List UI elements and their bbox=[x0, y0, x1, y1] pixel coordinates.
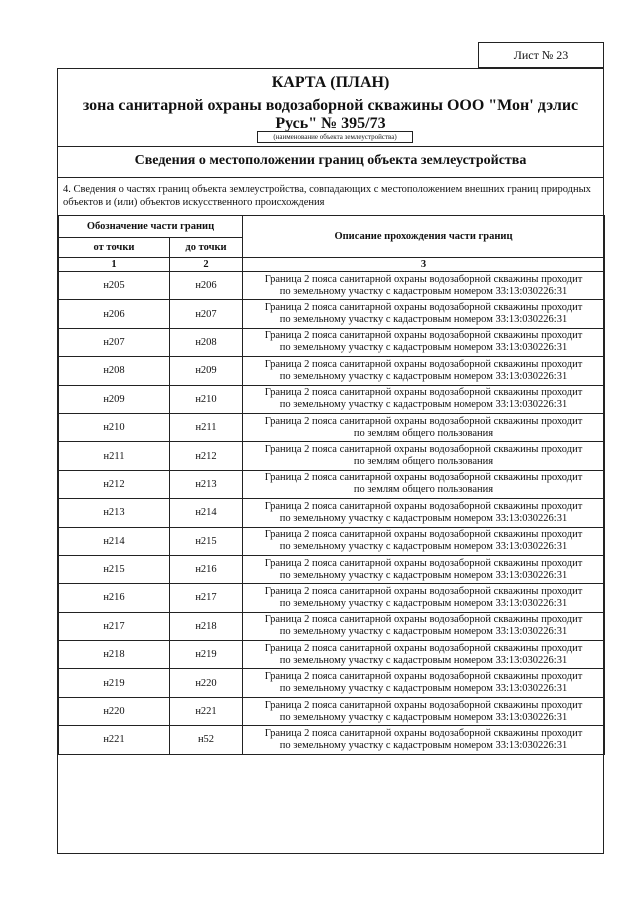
table-row bbox=[59, 641, 605, 669]
description-line-1: Граница 2 пояса санитарной охраны водозаборной скважины проходит bbox=[264, 614, 583, 626]
divider bbox=[58, 146, 603, 147]
to-point-cell: н206 bbox=[170, 272, 243, 300]
from-point-cell: н208 bbox=[59, 357, 170, 385]
from-point-cell: н206 bbox=[59, 300, 170, 328]
description-cell bbox=[243, 442, 605, 470]
column-number-3: 3 bbox=[243, 258, 605, 272]
table-body bbox=[59, 272, 605, 755]
object-name-caption: (наименование объекта землеустройства) bbox=[257, 131, 413, 143]
description-cell bbox=[243, 584, 605, 612]
to-point-cell: н215 bbox=[170, 527, 243, 555]
description-cell bbox=[243, 697, 605, 725]
section-title: Сведения о местоположении границ объекта землеустройства bbox=[134, 153, 527, 168]
description-line-1: Граница 2 пояса санитарной охраны водозаборной скважины проходит bbox=[264, 472, 583, 484]
from-point-cell: н218 bbox=[59, 641, 170, 669]
to-point-cell: н209 bbox=[170, 357, 243, 385]
description-line-1: Граница 2 пояса санитарной охраны водозаборной скважины проходит bbox=[264, 444, 583, 456]
header-from-point: от точки bbox=[59, 238, 170, 258]
description-line-2: по земельному участку с кадастровым номером 33:13:030226:31 bbox=[279, 569, 568, 581]
description-line-1: Граница 2 пояса санитарной охраны водозаборной скважины проходит bbox=[264, 585, 583, 597]
table-row bbox=[59, 470, 605, 498]
to-point-cell: н219 bbox=[170, 641, 243, 669]
column-number-2: 2 bbox=[170, 258, 243, 272]
description-line-2: по земельному участку с кадастровым номером 33:13:030226:31 bbox=[279, 711, 568, 723]
map-subtitle: зона санитарной охраны водозаборной скважины ООО "Мон' дэлис Русь" № 395/73 bbox=[82, 97, 579, 132]
description-line-2: по земельному участку с кадастровым номером 33:13:030226:31 bbox=[279, 370, 568, 382]
description-cell bbox=[243, 470, 605, 498]
description-line-2: по земельному участку с кадастровым номером 33:13:030226:31 bbox=[279, 626, 568, 638]
description-cell bbox=[243, 300, 605, 328]
table-row bbox=[59, 555, 605, 583]
boundary-table bbox=[58, 215, 605, 755]
to-point-cell: н221 bbox=[170, 697, 243, 725]
header-group: Обозначение части границ bbox=[59, 216, 243, 238]
table-row bbox=[59, 413, 605, 441]
description-line-1: Граница 2 пояса санитарной охраны водозаборной скважины проходит bbox=[264, 699, 583, 711]
from-point-cell: н216 bbox=[59, 584, 170, 612]
description-line-2: по земельному участку с кадастровым номером 33:13:030226:31 bbox=[279, 512, 568, 524]
divider bbox=[58, 177, 603, 178]
description-cell bbox=[243, 357, 605, 385]
table-row bbox=[59, 584, 605, 612]
description-cell bbox=[243, 726, 605, 754]
from-point-cell: н217 bbox=[59, 612, 170, 640]
to-point-cell: н52 bbox=[170, 726, 243, 754]
table-row bbox=[59, 357, 605, 385]
to-point-cell: н214 bbox=[170, 499, 243, 527]
from-point-cell: н210 bbox=[59, 413, 170, 441]
description-line-1: Граница 2 пояса санитарной охраны водозаборной скважины проходит bbox=[264, 273, 583, 285]
table-row bbox=[59, 527, 605, 555]
to-point-cell: н213 bbox=[170, 470, 243, 498]
from-point-cell: н212 bbox=[59, 470, 170, 498]
description-line-1: Граница 2 пояса санитарной охраны водозаборной скважины проходит bbox=[264, 500, 583, 512]
description-line-2: по земельному участку с кадастровым номером 33:13:030226:31 bbox=[279, 541, 568, 553]
description-cell bbox=[243, 413, 605, 441]
description-line-2: по земельному участку с кадастровым номером 33:13:030226:31 bbox=[279, 314, 568, 326]
description-line-2: по земельному участку с кадастровым номером 33:13:030226:31 bbox=[279, 654, 568, 666]
to-point-cell: н220 bbox=[170, 669, 243, 697]
to-point-cell: н212 bbox=[170, 442, 243, 470]
from-point-cell: н215 bbox=[59, 555, 170, 583]
table-row bbox=[59, 385, 605, 413]
description-line-1: Граница 2 пояса санитарной охраны водозаборной скважины проходит bbox=[264, 529, 583, 541]
description-line-1: Граница 2 пояса санитарной охраны водозаборной скважины проходит bbox=[264, 302, 583, 314]
description-cell bbox=[243, 328, 605, 356]
description-line-2: по земельному участку с кадастровым номером 33:13:030226:31 bbox=[279, 399, 568, 411]
from-point-cell: н214 bbox=[59, 527, 170, 555]
to-point-cell: н216 bbox=[170, 555, 243, 583]
to-point-cell: н211 bbox=[170, 413, 243, 441]
table-row bbox=[59, 697, 605, 725]
description-line-1: Граница 2 пояса санитарной охраны водозаборной скважины проходит bbox=[264, 671, 583, 683]
description-line-1: Граница 2 пояса санитарной охраны водозаборной скважины проходит bbox=[264, 642, 583, 654]
description-line-1: Граница 2 пояса санитарной охраны водозаборной скважины проходит bbox=[264, 557, 583, 569]
to-point-cell: н207 bbox=[170, 300, 243, 328]
description-cell bbox=[243, 527, 605, 555]
description-line-1: Граница 2 пояса санитарной охраны водозаборной скважины проходит bbox=[264, 330, 583, 342]
sheet-number: Лист № 23 bbox=[513, 47, 569, 62]
header-description: Описание прохождения части границ bbox=[243, 216, 605, 258]
description-line-1: Граница 2 пояса санитарной охраны водозаборной скважины проходит bbox=[264, 387, 583, 399]
description-line-1: Граница 2 пояса санитарной охраны водозаборной скважины проходит bbox=[264, 358, 583, 370]
description-cell bbox=[243, 612, 605, 640]
table-row bbox=[59, 300, 605, 328]
table-row bbox=[59, 442, 605, 470]
description-cell bbox=[243, 555, 605, 583]
sheet-number-box bbox=[478, 42, 604, 68]
to-point-cell: н210 bbox=[170, 385, 243, 413]
description-line-2: по земельному участку с кадастровым номером 33:13:030226:31 bbox=[279, 683, 568, 695]
from-point-cell: н219 bbox=[59, 669, 170, 697]
description-line-1: Граница 2 пояса санитарной охраны водозаборной скважины проходит bbox=[264, 415, 583, 427]
description-cell bbox=[243, 641, 605, 669]
to-point-cell: н218 bbox=[170, 612, 243, 640]
description-line-2: по земельному участку с кадастровым номером 33:13:030226:31 bbox=[279, 342, 568, 354]
column-number-1: 1 bbox=[59, 258, 170, 272]
from-point-cell: н209 bbox=[59, 385, 170, 413]
to-point-cell: н208 bbox=[170, 328, 243, 356]
table-row bbox=[59, 726, 605, 754]
from-point-cell: н207 bbox=[59, 328, 170, 356]
description-cell bbox=[243, 385, 605, 413]
description-cell bbox=[243, 272, 605, 300]
map-title: КАРТА (ПЛАН) bbox=[271, 74, 390, 91]
description-cell bbox=[243, 669, 605, 697]
description-line-2: по землям общего пользования bbox=[353, 484, 494, 496]
from-point-cell: н213 bbox=[59, 499, 170, 527]
document-frame bbox=[57, 68, 604, 854]
header-to-point: до точки bbox=[170, 238, 243, 258]
table-row bbox=[59, 669, 605, 697]
description-line-1: Граница 2 пояса санитарной охраны водозаборной скважины проходит bbox=[264, 727, 583, 739]
from-point-cell: н211 bbox=[59, 442, 170, 470]
description-line-2: по землям общего пользования bbox=[353, 427, 494, 439]
description-line-2: по землям общего пользования bbox=[353, 456, 494, 468]
from-point-cell: н221 bbox=[59, 726, 170, 754]
description-cell bbox=[243, 499, 605, 527]
description-line-2: по земельному участку с кадастровым номером 33:13:030226:31 bbox=[279, 285, 568, 297]
description-line-2: по земельному участку с кадастровым номером 33:13:030226:31 bbox=[279, 739, 568, 751]
from-point-cell: н220 bbox=[59, 697, 170, 725]
section-description: 4. Сведения о частях границ объекта землеустройства, совпадающих с местоположением внешних границ природных объектов и (или) объектов искусственного происхождения bbox=[63, 184, 591, 208]
to-point-cell: н217 bbox=[170, 584, 243, 612]
table-row bbox=[59, 499, 605, 527]
table-row bbox=[59, 272, 605, 300]
description-line-2: по земельному участку с кадастровым номером 33:13:030226:31 bbox=[279, 597, 568, 609]
from-point-cell: н205 bbox=[59, 272, 170, 300]
table-row bbox=[59, 328, 605, 356]
table-row bbox=[59, 612, 605, 640]
